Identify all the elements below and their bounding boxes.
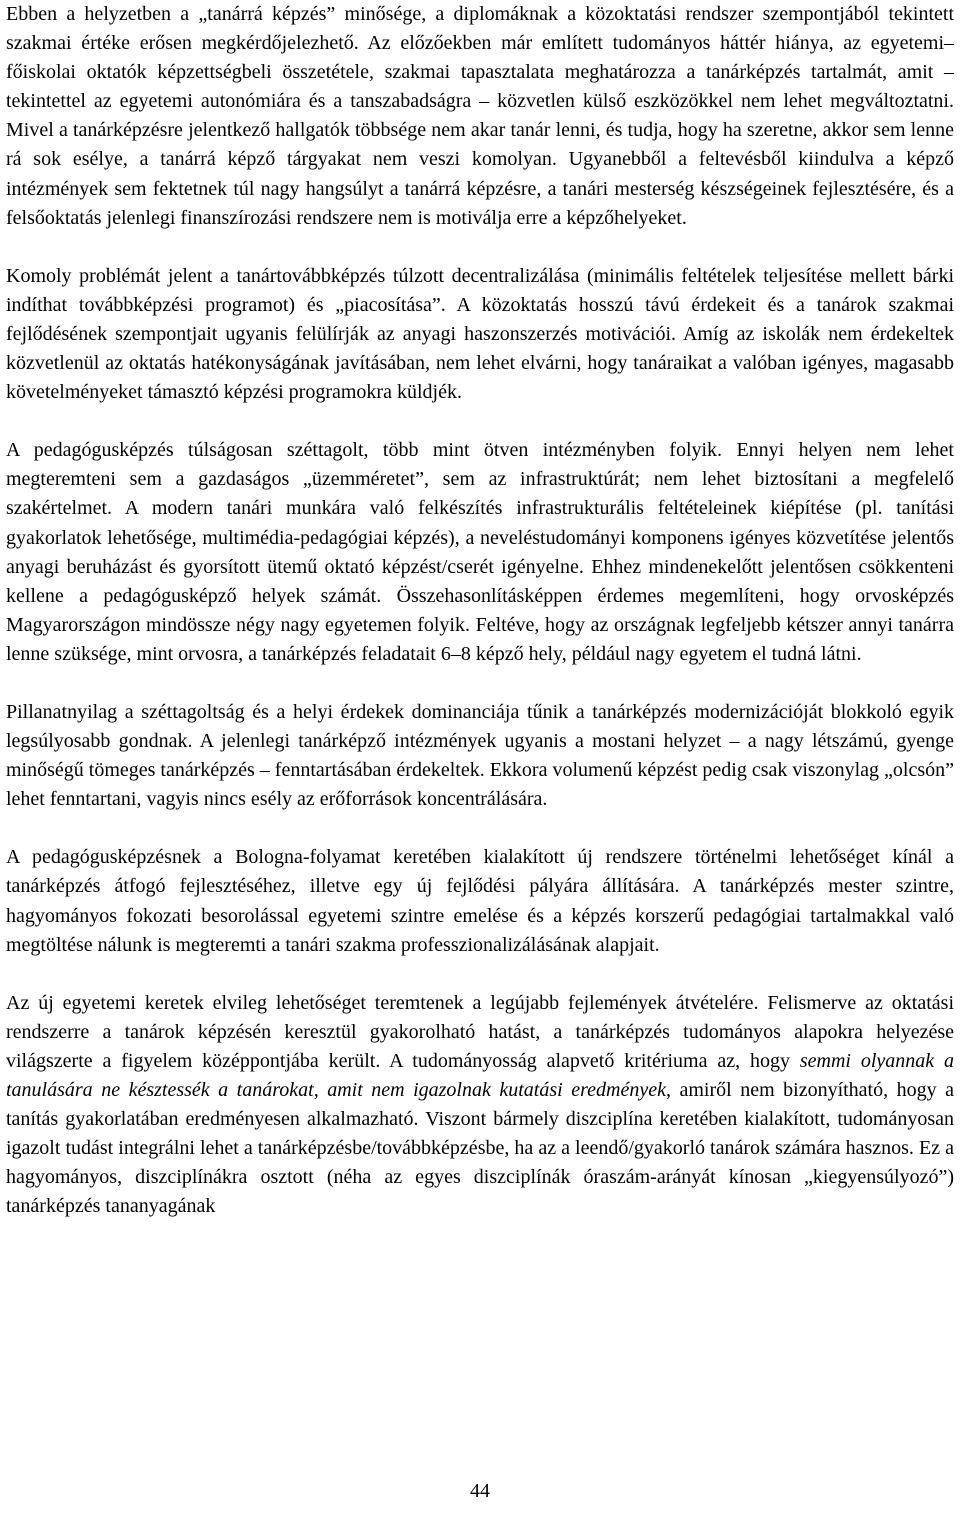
paragraph-6 <box>6 989 954 1222</box>
paragraph-5: A pedagógusképzésnek a Bologna-folyamat keretében kialakított új rendszere történelmi lehetőséget kínál a tanárképzés átfogó fejlesztéséhez, illetve egy új fejlődési pályára állítására. A tanárképzés mester szintre, hagyományos fokozati besorolással egyetemi szintre emelése és a képzés korszerű pedagógiai tartalmakkal való megtöltése nálunk is megteremti a tanári szakma professzionalizálásának alapjait. <box>6 846 954 956</box>
paragraph-6-text-end: , amiről nem bizonyítható, hogy a tanítás gyakorlatában eredményesen alkalmazható. Viszont bármely diszciplína keretében kialakított, tudományosan igazolt tudást integrálni lehet a tanárképzésbe/továbbképzésbe, ha az a leendő/gyakorló tanárok számára hasznos. Ez a hagyományos, diszciplínákra osztott (néha az egyes diszciplínák óraszám-arányát kínosan „kiegyensúlyozó”) tanárképzés tananyagának <box>6 1079 955 1218</box>
paragraph-6-text-start: Az új egyetemi keretek elvileg lehetőséget teremtenek a legújabb fejlemények átvételére. Felismerve az oktatási rendszerre a tanárok képzésén keresztül gyakorolható hatást, a tanárképzés tudományos alapokra helyezése világszerte a figyelem középpontjába került. A tudományosság alapvető kritériuma az, hogy <box>6 991 954 1072</box>
paragraph-6-italic-quote: semmi olyannak a tanulására ne késztessék a tanárokat, amit nem igazolnak kutatási eredmények <box>6 1049 954 1101</box>
paragraph-1: Ebben a helyzetben a „tanárrá képzés” minősége, a diplomáknak a közoktatási rendszer szempontjából tekintett szakmai értéke erősen megkérdőjelezhető. Az előzőekben már említett tudományos háttér hiánya, az egyetemi–főiskolai oktatók képzettségbeli összetétele, szakmai tapasztalata meghatározza a tanárképzés tartalmát, amit – tekintettel az egyetemi autonómiára és a tanszabadságra – közvetlen külső eszközökkel nem lehet megváltoztatni. Mivel a tanárképzésre jelentkező hallgatók többsége nem akar tanár lenni, és tudja, hogy ha szeretne, akkor sem lenne rá sok esélye, a tanárrá képző tárgyakat nem veszi komolyan. Ugyanebből a feltevésből kiindulva a képző intézmények sem fektetnek túl nagy hangsúlyt a tanárrá képzésre, a tanári mesterség készségeinek fejlesztésére, és a felsőoktatás jelenlegi finanszírozási rendszere nem is motiválja erre a képzőhelyeket. <box>6 3 954 229</box>
paragraph-4: Pillanatnyilag a széttagoltság és a helyi érdekek dominanciája tűnik a tanárképzés modernizációját blokkoló egyik legsúlyosabb gondnak. A jelenlegi tanárképző intézmények ugyanis a mostani helyzet – a nagy létszámú, gyenge minőségű tömeges tanárképzés – fenntartásában érdekeltek. Ekkora volumenű képzést pedig csak viszonylag „olcsón” lehet fenntartani, vagyis nincs esély az erőforrások koncentrálására. <box>6 700 954 811</box>
document-page <box>6 0 954 1221</box>
paragraph-3: A pedagógusképzés túlságosan széttagolt, több mint ötven intézményben folyik. Ennyi helyen nem lehet megteremteni sem a gazdaságos „üzemméretet”, sem az infrastruktúrát; nem lehet biztosítani a megfelelő szakértelmet. A modern tanári munkára való felkészítés infrastrukturális feltételeinek kiépítése (pl. tanítási gyakorlatok lehetősége, multimédia-pedagógiai képzés), a neveléstudományi komponens igényes közvetítése jelentős anyagi beruházást és gyorsított ütemű oktató képzést/cserét igényelne. Ehhez mindenekelőtt jelentősen csökkenteni kellene a pedagógusképző helyek számát. Összehasonlításképpen érdemes megemlíteni, hogy orvosképzés Magyarországon mindössze négy nagy egyetemen folyik. Feltéve, hogy az országnak legfeljebb kétszer annyi tanárra lenne szüksége, mint orvosra, a tanárképzés feladatait 6–8 képző hely, például nagy egyetem el tudná látni. <box>6 439 954 665</box>
paragraph-2: Komoly problémát jelent a tanártovábbképzés túlzott decentralizálása (minimális feltételek teljesítése mellett bárki indíthat továbbképzési programot) és „piacosítása”. A közoktatás hosszú távú érdekeit és a tanárok szakmai fejlődésének szempontjait ugyanis felülírják az anyagi haszonszerzés motivációi. Amíg az iskolák nem érdekeltek közvetlenül az oktatás hatékonyságának javításában, nem lehet elvárni, hogy tanáraikat a valóban igényes, magasabb követelményeket támasztó képzési programokra küldjék. <box>6 264 954 404</box>
page-number: 44 <box>470 1480 490 1502</box>
